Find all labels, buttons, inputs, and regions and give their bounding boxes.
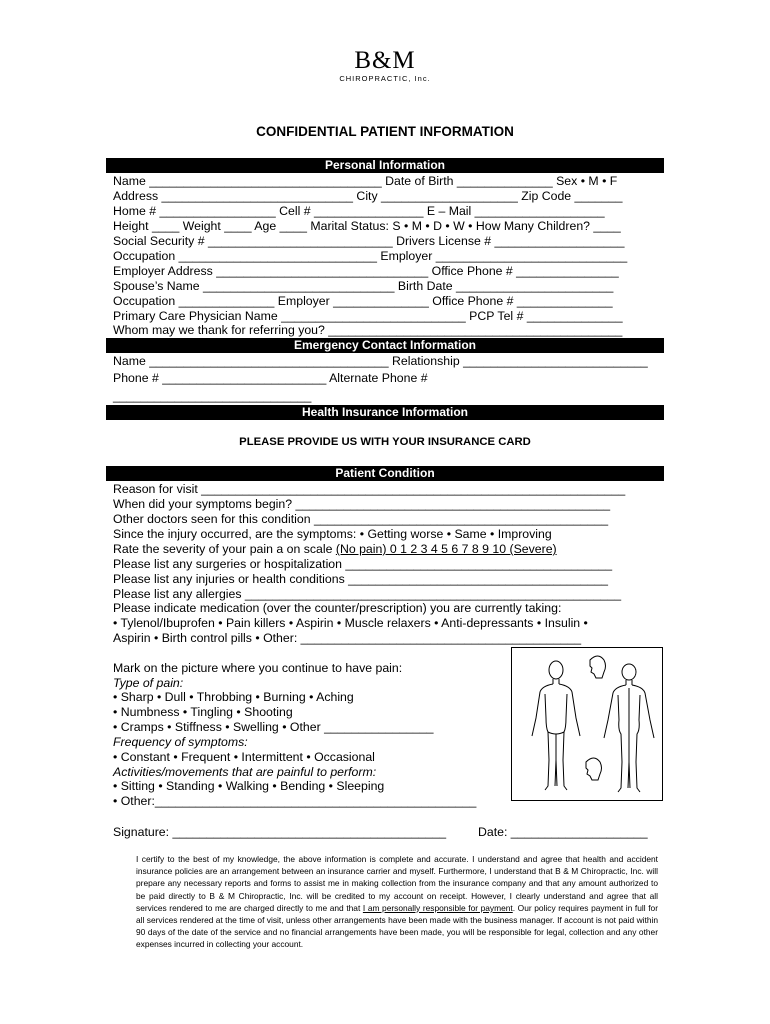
allergies-line[interactable]: Please list any allergies _______________________________________________________ (113, 587, 622, 601)
alternate-phone-blank[interactable]: _____________________________ (113, 389, 312, 403)
medication-prompt: Please indicate medication (over the counter/prescription) you are currently taking: (113, 601, 562, 615)
section-header-insurance: Health Insurance Information (106, 405, 664, 420)
signature-line[interactable]: Signature: ________________________________________ (113, 825, 447, 839)
pcp-line[interactable]: Primary Care Physician Name ___________________________ PCP Tel # ______________ (113, 309, 623, 323)
employer-address-line[interactable]: Employer Address _______________________________ Office Phone # _______________ (113, 264, 619, 278)
head-profile-bottom (586, 758, 602, 780)
section-header-personal: Personal Information (106, 158, 664, 173)
emergency-name-line[interactable]: Name ___________________________________ Relationship ___________________________ (113, 354, 648, 368)
emergency-phone-line[interactable]: Phone # ________________________ Alternate Phone # (113, 371, 428, 385)
form-title: CONFIDENTIAL PATIENT INFORMATION (256, 124, 514, 139)
section-header-condition: Patient Condition (106, 466, 664, 481)
referral-line[interactable]: Whom may we thank for referring you? ___________________________________________ (113, 323, 623, 337)
medication-options-1[interactable]: • Tylenol/Ibuprofen • Pain killers • Aspirin • Muscle relaxers • Anti-depressants • Insulin • (113, 616, 588, 630)
logo-subtitle: CHIROPRACTIC, Inc. (339, 74, 431, 83)
logo-letters: B&M (354, 47, 416, 74)
insurance-card-note: PLEASE PROVIDE US WITH YOUR INSURANCE CARD (239, 436, 531, 448)
company-logo (335, 48, 435, 83)
address-line[interactable]: Address ____________________________ City ____________________ Zip Code _______ (113, 189, 623, 203)
pain-type-options-3[interactable]: • Cramps • Stiffness • Swelling • Other ________________ (113, 720, 434, 734)
activities-other-line[interactable]: • Other:_______________________________________________ (113, 794, 477, 808)
head-profile-top (590, 656, 606, 678)
disclaimer-part2: . Our policy requires payment in full for all services rendered at the time of visit, unless other arrangements have been made with the business manager. If account is not paid within 90 days of the date of the service and no financial arrangements have been made, you will be responsible for legal, collection and any other expenses incurred in collecting your account. (136, 902, 659, 950)
severity-line[interactable] (113, 542, 557, 557)
severity-scale[interactable]: (No pain) 0 1 2 3 4 5 6 7 8 9 10 (Severe) (335, 542, 557, 556)
activities-options[interactable]: • Sitting • Standing • Walking • Bending • Sleeping (113, 779, 385, 793)
disclaimer-responsibility: I am personally responsible for payment (362, 902, 513, 913)
pain-type-heading: Type of pain: (113, 676, 184, 690)
severity-label: Rate the severity of your pain a on scale (113, 542, 333, 556)
occupation-employer-line[interactable]: Occupation _____________________________ Employer ____________________________ (113, 249, 628, 263)
symptoms-begin-line[interactable]: When did your symptoms begin? ______________________________________________ (113, 497, 611, 511)
front-body-figure (532, 661, 580, 790)
back-body-figure (604, 664, 654, 792)
frequency-options[interactable]: • Constant • Frequent • Intermittent • Occasional (113, 750, 375, 764)
symptom-trend-line[interactable]: Since the injury occurred, are the symptoms: • Getting worse • Same • Improving (113, 527, 552, 541)
activities-heading: Activities/movements that are painful to perform: (113, 765, 377, 779)
name-dob-sex-line[interactable]: Name __________________________________ Date of Birth ______________ Sex • M • F (113, 174, 618, 188)
pain-type-options-1[interactable]: • Sharp • Dull • Throbbing • Burning • Aching (113, 690, 354, 704)
phone-email-line[interactable]: Home # _________________ Cell # ________________ E – Mail ___________________ (113, 204, 605, 218)
height-weight-line[interactable]: Height ____ Weight ____ Age ____ Marital Status: S • M • D • W • How Many Children? ____ (113, 219, 621, 233)
body-diagram[interactable] (511, 647, 663, 801)
section-header-emergency: Emergency Contact Information (106, 338, 664, 353)
spouse-name-line[interactable]: Spouse’s Name ____________________________ Birth Date _______________________ (113, 279, 614, 293)
other-doctors-line[interactable]: Other doctors seen for this condition ___________________________________________ (113, 512, 609, 526)
reason-for-visit-line[interactable]: Reason for visit ______________________________________________________________ (113, 482, 626, 496)
pain-type-options-2[interactable]: • Numbness • Tingling • Shooting (113, 705, 293, 719)
certification-disclaimer (136, 853, 658, 951)
surgeries-line[interactable]: Please list any surgeries or hospitalization _______________________________________ (113, 557, 613, 571)
disclaimer-part1: I certify to the best of my knowledge, the above information is complete and accurate. I understand and agree that health and accident insurance policies are an arrangement between an insurance carrier and myself. Furthermore, I understand that B & M Chiropractic, Inc. will prepare any necessary reports and forms to assist me in making collection from the insurance company and that any amount authorized to be paid directly to B & M Chiropractic, Inc. will be credited to my account on receipt. However, I clearly understand and agree that all services rendered to me are charged directly to me and that (136, 854, 658, 913)
frequency-heading: Frequency of symptoms: (113, 735, 248, 749)
date-line[interactable]: Date: ____________________ (478, 825, 648, 839)
medication-options-2[interactable]: Aspirin • Birth control pills • Other: _________________________________________ (113, 631, 582, 645)
spouse-occupation-line[interactable]: Occupation ______________ Employer ______________ Office Phone # ______________ (113, 294, 613, 308)
ssn-license-line[interactable]: Social Security # ___________________________ Drivers License # ___________________ (113, 234, 625, 248)
pain-mark-prompt: Mark on the picture where you continue to have pain: (113, 661, 403, 675)
injuries-line[interactable]: Please list any injuries or health conditions ______________________________________ (113, 572, 609, 586)
